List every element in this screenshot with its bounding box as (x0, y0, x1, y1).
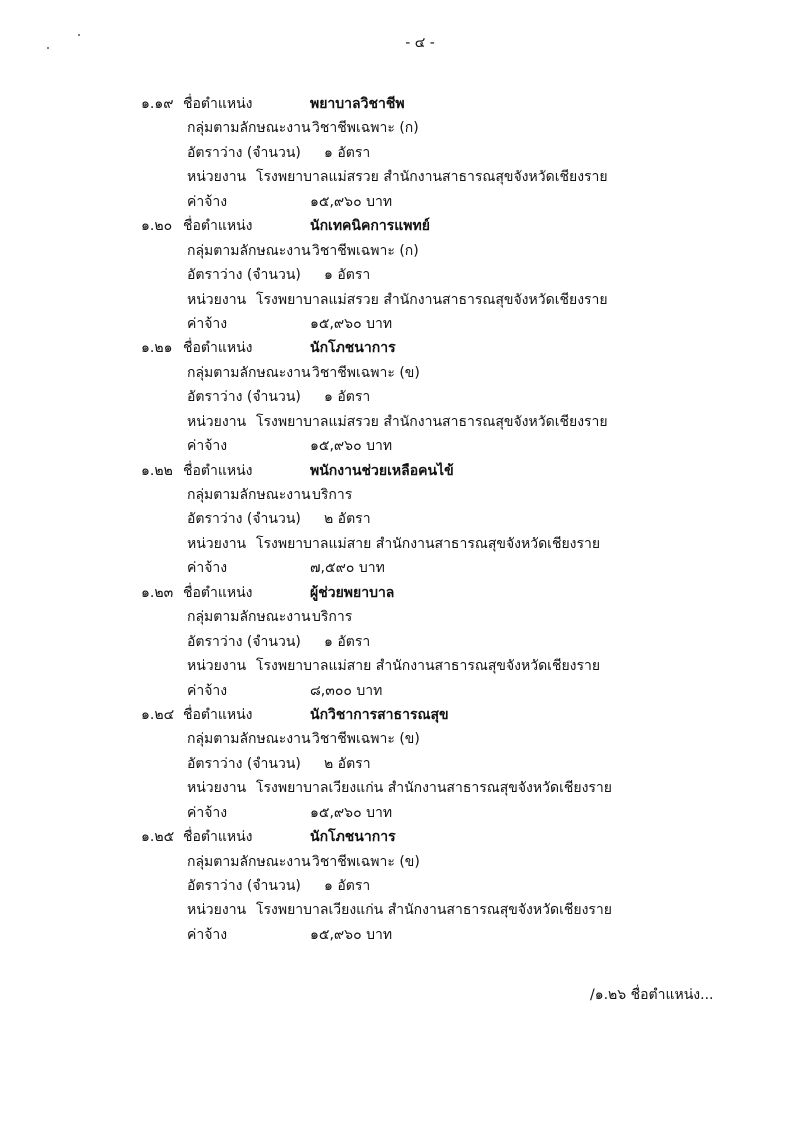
group-label: กลุ่มตามลักษณะงาน (187, 242, 311, 259)
position-entry (0, 703, 800, 825)
unit-label: หน่วยงาน (187, 658, 247, 675)
position-line (0, 825, 800, 849)
unit-value: โรงพยาบาลแม่สรวย สำนักงานสาธารณสุขจังหวัดเชียงราย (256, 169, 608, 186)
group-value: บริการ (312, 487, 353, 503)
group-label: กลุ่มตามลักษณะงาน (187, 120, 311, 137)
unit-line (0, 532, 800, 556)
position-line (0, 459, 800, 483)
position-label: ชื่อตำแหน่ง (183, 340, 253, 357)
position-line (0, 581, 800, 605)
wage-line (0, 801, 800, 825)
position-label: ชื่อตำแหน่ง (183, 706, 253, 723)
entry-number: ๑.๒๐ (141, 218, 173, 235)
wage-line (0, 923, 800, 947)
position-line (0, 214, 800, 238)
vacancy-line (0, 752, 800, 776)
group-value: วิชาชีพเฉพาะ (ข) (312, 853, 420, 870)
group-line (0, 727, 800, 751)
entry-number: ๑.๒๒ (141, 462, 173, 479)
group-line (0, 850, 800, 874)
unit-value: โรงพยาบาลเวียงแก่น สำนักงานสาธารณสุขจังหวัดเชียงราย (256, 780, 612, 797)
entry-number: ๑.๒๔ (141, 706, 175, 723)
position-entry (0, 92, 800, 214)
position-title: นักเทคนิคการแพทย์ (310, 218, 430, 235)
position-title: พนักงานช่วยเหลือคนไข้ (310, 462, 454, 479)
vacancy-line (0, 630, 800, 654)
vacancy-value: ๑ อัตรา (324, 144, 371, 161)
position-title: นักโภชนาการ (310, 340, 396, 357)
wage-value: ๑๕,๙๖๐ บาท (310, 804, 393, 821)
wage-label: ค่าจ้าง (187, 193, 228, 210)
position-entry (0, 214, 800, 336)
wage-label: ค่าจ้าง (187, 438, 228, 455)
group-label: กลุ่มตามลักษณะงาน (187, 853, 311, 870)
vacancy-value: ๑ อัตรา (324, 389, 371, 406)
unit-line (0, 776, 800, 800)
position-line (0, 336, 800, 360)
unit-line (0, 288, 800, 312)
page-number: - ๔ - (405, 35, 435, 51)
position-entry (0, 459, 800, 581)
wage-value: ๗,๕๙๐ บาท (310, 560, 385, 577)
position-label: ชื่อตำแหน่ง (183, 584, 253, 601)
wage-value: ๑๕,๙๖๐ บาท (310, 193, 393, 210)
position-entry (0, 825, 800, 947)
wage-label: ค่าจ้าง (187, 682, 228, 699)
group-line (0, 239, 800, 263)
vacancy-value: ๒ อัตรา (324, 755, 371, 772)
position-title: พยาบาลวิชาชีพ (310, 96, 405, 112)
vacancy-label: อัตราว่าง (จำนวน) (187, 511, 301, 528)
unit-label: หน่วยงาน (187, 413, 247, 430)
position-line (0, 703, 800, 727)
vacancy-value: ๑ อัตรา (324, 633, 371, 650)
group-line (0, 361, 800, 385)
group-line (0, 116, 800, 140)
wage-label: ค่าจ้าง (187, 560, 228, 577)
wage-line (0, 434, 800, 458)
vacancy-value: ๒ อัตรา (324, 511, 371, 528)
position-title: นักวิชาการสาธารณสุข (310, 706, 449, 723)
group-label: กลุ่มตามลักษณะงาน (187, 364, 311, 381)
vacancy-label: อัตราว่าง (จำนวน) (187, 267, 301, 284)
unit-line (0, 898, 800, 922)
position-list (0, 92, 800, 947)
vacancy-label: อัตราว่าง (จำนวน) (187, 878, 301, 894)
group-value: บริการ (312, 609, 353, 626)
entry-number: ๑.๒๑ (141, 340, 173, 357)
vacancy-line (0, 507, 800, 531)
group-label: กลุ่มตามลักษณะงาน (187, 487, 311, 503)
wage-value: ๑๕,๙๖๐ บาท (310, 315, 393, 332)
unit-label: หน่วยงาน (187, 535, 247, 552)
unit-value: โรงพยาบาลแม่สาย สำนักงานสาธารณสุขจังหวัดเชียงราย (256, 658, 601, 675)
group-value: วิชาชีพเฉพาะ (ก) (312, 120, 419, 137)
wage-line (0, 190, 800, 214)
vacancy-value: ๑ อัตรา (324, 878, 371, 894)
vacancy-line (0, 385, 800, 409)
entry-number: ๑.๒๓ (141, 584, 174, 601)
unit-value: โรงพยาบาลแม่สรวย สำนักงานสาธารณสุขจังหวัดเชียงราย (256, 291, 608, 308)
unit-line (0, 410, 800, 434)
unit-value: โรงพยาบาลแม่สาย สำนักงานสาธารณสุขจังหวัดเชียงราย (256, 535, 601, 552)
position-label: ชื่อตำแหน่ง (183, 829, 253, 846)
wage-value: ๘,๓๐๐ บาท (310, 682, 383, 699)
vacancy-line (0, 263, 800, 287)
wage-label: ค่าจ้าง (187, 315, 228, 332)
position-label: ชื่อตำแหน่ง (183, 462, 253, 479)
wage-value: ๑๕,๙๖๐ บาท (310, 438, 393, 455)
vacancy-line (0, 874, 800, 898)
unit-label: หน่วยงาน (187, 291, 247, 308)
wage-line (0, 312, 800, 336)
vacancy-line (0, 141, 800, 165)
vacancy-value: ๑ อัตรา (324, 267, 371, 284)
group-label: กลุ่มตามลักษณะงาน (187, 731, 311, 748)
scan-speck (47, 47, 49, 49)
position-entry (0, 336, 800, 458)
vacancy-label: อัตราว่าง (จำนวน) (187, 144, 301, 161)
wage-line (0, 556, 800, 580)
continuation-note: /๑.๒๖ ชื่อตำแหน่ง... (590, 987, 714, 1003)
position-title: นักโภชนาการ (310, 829, 396, 846)
position-label: ชื่อตำแหน่ง (183, 96, 253, 112)
vacancy-label: อัตราว่าง (จำนวน) (187, 389, 301, 406)
vacancy-label: อัตราว่าง (จำนวน) (187, 755, 301, 772)
group-line (0, 605, 800, 629)
unit-value: โรงพยาบาลเวียงแก่น สำนักงานสาธารณสุขจังหวัดเชียงราย (256, 902, 612, 919)
wage-line (0, 679, 800, 703)
entry-number: ๑.๑๙ (141, 96, 174, 112)
unit-label: หน่วยงาน (187, 169, 247, 186)
position-title: ผู้ช่วยพยาบาล (310, 584, 395, 601)
unit-line (0, 654, 800, 678)
scan-speck (78, 34, 80, 36)
position-label: ชื่อตำแหน่ง (183, 218, 253, 235)
wage-label: ค่าจ้าง (187, 804, 228, 821)
group-line (0, 483, 800, 507)
unit-label: หน่วยงาน (187, 780, 247, 797)
wage-label: ค่าจ้าง (187, 926, 228, 943)
unit-value: โรงพยาบาลแม่สรวย สำนักงานสาธารณสุขจังหวัดเชียงราย (256, 413, 608, 430)
group-label: กลุ่มตามลักษณะงาน (187, 609, 311, 626)
unit-line (0, 165, 800, 189)
unit-label: หน่วยงาน (187, 902, 247, 919)
entry-number: ๑.๒๕ (141, 829, 175, 846)
wage-value: ๑๕,๙๖๐ บาท (310, 926, 393, 943)
group-value: วิชาชีพเฉพาะ (ข) (312, 364, 420, 381)
position-entry (0, 581, 800, 703)
group-value: วิชาชีพเฉพาะ (ก) (312, 242, 419, 259)
position-line (0, 92, 800, 116)
group-value: วิชาชีพเฉพาะ (ข) (312, 731, 420, 748)
vacancy-label: อัตราว่าง (จำนวน) (187, 633, 301, 650)
